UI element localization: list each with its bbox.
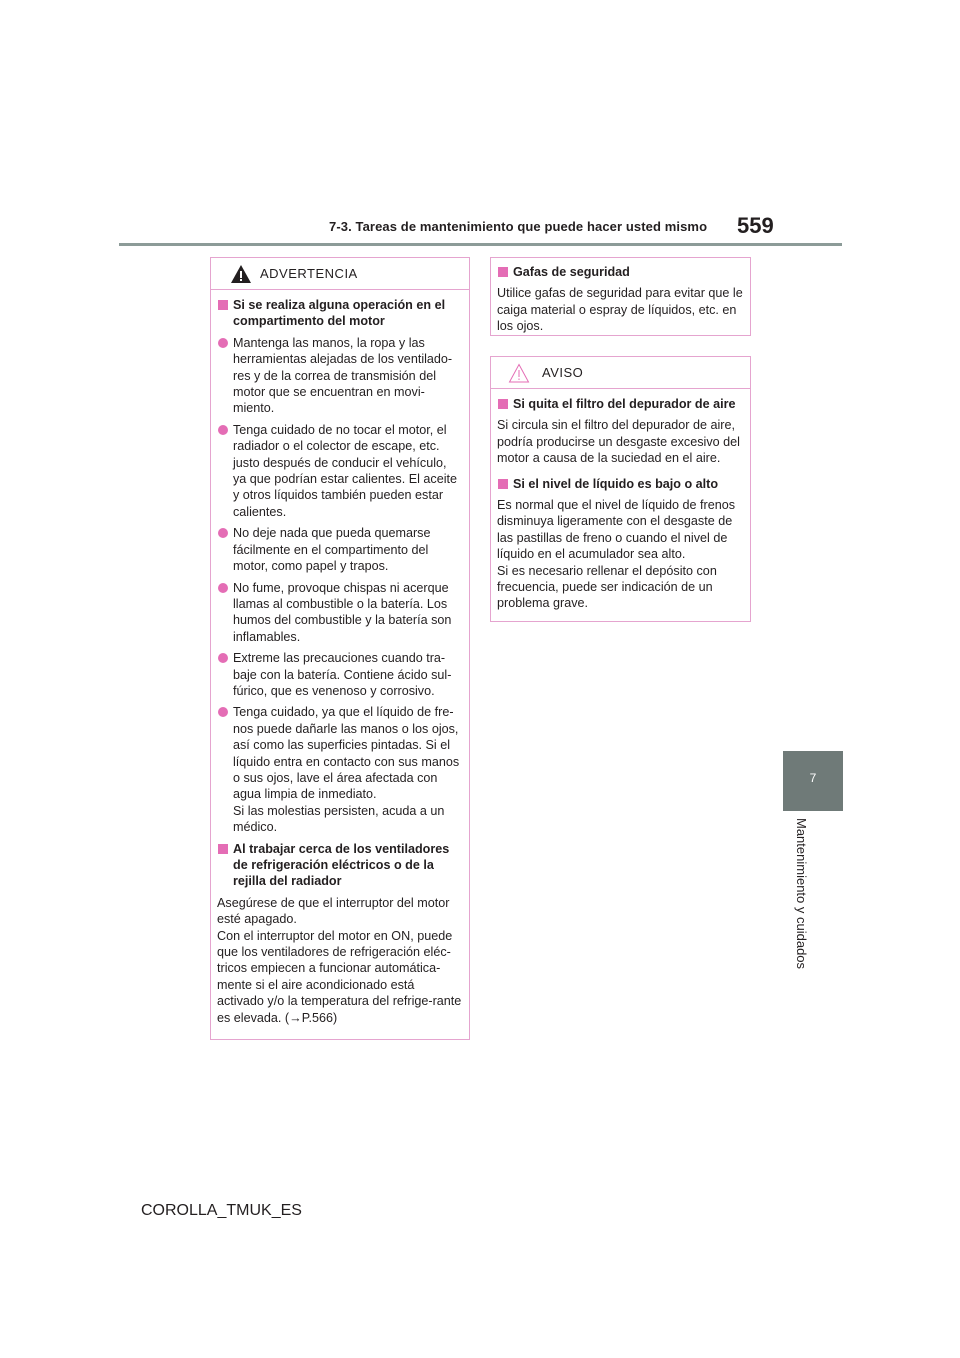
safety-glasses-heading: Gafas de seguridad — [497, 264, 744, 280]
warning-title: ADVERTENCIA — [260, 266, 358, 281]
safety-glasses-text: Utilice gafas de seguridad para evitar que le caiga material o espray de líquidos, etc. en los ojos. — [497, 286, 743, 334]
chapter-tab — [783, 751, 843, 811]
warning-box-header — [211, 258, 469, 290]
caution-text-fluid-refill: Si es necesario rellenar el depósito con frecuencia, puede ser indicación de un problema grave. — [497, 563, 717, 611]
warning-box — [210, 257, 470, 1040]
caution-box — [490, 356, 751, 622]
document-code: COROLLA_TMUK_ES — [141, 1202, 302, 1219]
caution-text-air-filter: Si circula sin el filtro del depurador de aire, podría producirse un desgaste excesivo del motor a causa de la suciedad en el aire. — [497, 418, 740, 466]
warning-bullet-4: No fume, provoque chispas ni acerque llamas al combustible o la batería. Los humos del combustible y la batería son inflamables. — [217, 580, 463, 646]
warning-para-1: Asegúrese de que el interruptor del motor esté apagado. — [217, 895, 450, 927]
chapter-number: 7 — [809, 771, 817, 785]
caution-box-header — [491, 357, 750, 389]
page-number: 559 — [737, 213, 774, 238]
arrow-right-icon: → — [289, 1010, 302, 1025]
caution-heading-air-filter: Si quita el filtro del depurador de aire — [497, 396, 744, 412]
warning-para-2-text: Con el interruptor del motor en ON, puede que los ventiladores de refrigeración eléc-tricos empiecen a funcionar automática-mente si el aire acondicionado está activado y/o la temperatura del refrige-rante es elevada. ( — [217, 928, 462, 1025]
safety-glasses-box — [490, 257, 751, 336]
warning-para-2 — [217, 928, 463, 1026]
caution-heading-fluid-level: Si el nivel de líquido es bajo o alto — [497, 476, 744, 492]
warning-bullet-2: Tenga cuidado de no tocar el motor, el radiador o el colector de escape, etc. justo después de conducir el vehículo, ya que podrían estar calientes. El aceite y otros líquidos también pueden estar calientes. — [217, 422, 463, 520]
warning-heading-engine-compartment: Si se realiza alguna operación en el compartimento del motor — [217, 297, 463, 330]
caution-text-fluid-level: Es normal que el nivel de líquido de frenos disminuya ligeramente con el desgaste de las pastillas de freno o cuando el nivel de líquido en el acumulador sea alto. — [497, 498, 736, 562]
section-title: 7-3. Tareas de mantenimiento que puede hacer usted mismo — [329, 219, 708, 234]
chapter-label: Mantenimiento y cuidados — [794, 818, 809, 970]
header-divider — [119, 243, 842, 246]
warning-bullet-6 — [217, 704, 463, 835]
warning-triangle-icon — [230, 264, 252, 284]
warning-bullet-1: Mantenga las manos, la ropa y las herramientas alejadas de los ventilado-res y de la correa de transmisión del motor que se encuentran en movi-miento. — [217, 335, 463, 417]
page-reference-link[interactable]: P.566 — [301, 1010, 333, 1025]
warning-para-2-end: ) — [333, 1010, 338, 1025]
warning-bullet-5: Extreme las precauciones cuando tra-baje con la batería. Contiene ácido sul-fúrico, que es venenoso y corrosivo. — [217, 650, 463, 699]
caution-title: AVISO — [542, 365, 584, 380]
warning-bullet-3: No deje nada que pueda quemarse fácilmente en el compartimento del motor, como papel y trapos. — [217, 525, 463, 574]
warning-heading-fans: Al trabajar cerca de los ventiladores de refrigeración eléctricos o de la rejilla del radiador — [217, 841, 463, 890]
caution-triangle-icon — [508, 363, 530, 383]
warning-bullet-6-continuation: Si las molestias persisten, acuda a un médico. — [233, 803, 445, 835]
warning-bullet-6-text: Tenga cuidado, ya que el líquido de fre-nos puede dañarle las manos o los ojos, así como las superficies pintadas. Si el líquido entra en contacto con sus manos o sus ojos, lave el área afectada con agua limpia de inmediato. — [233, 705, 460, 802]
